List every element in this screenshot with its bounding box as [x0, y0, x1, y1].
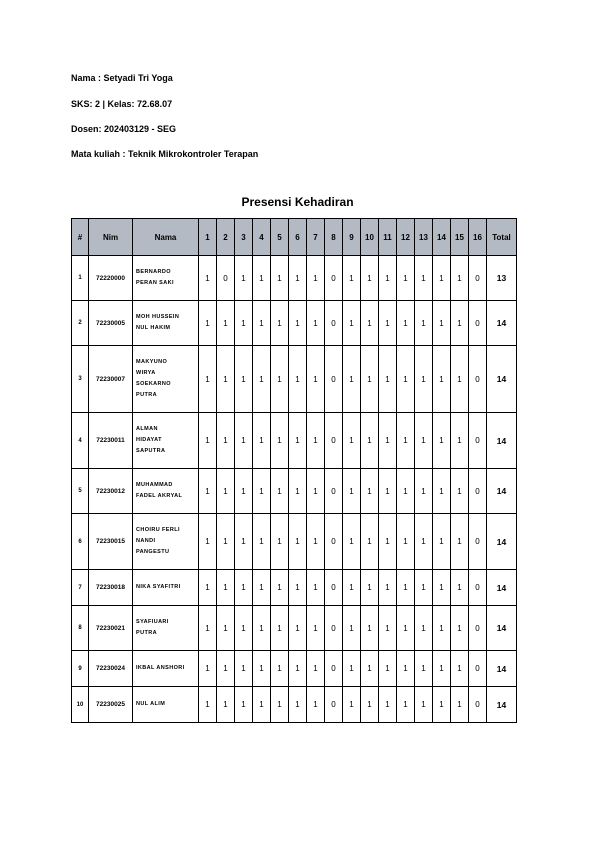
attendance-cell: 1 [433, 346, 451, 413]
column-header: 3 [235, 219, 253, 256]
student-name-cell [133, 256, 199, 301]
student-nim: 72220000 [89, 256, 133, 301]
row-number: 8 [72, 606, 89, 651]
column-header: 7 [307, 219, 325, 256]
attendance-cell: 1 [397, 346, 415, 413]
column-header: 13 [415, 219, 433, 256]
attendance-cell: 1 [217, 606, 235, 651]
student-name-line: NANDI [136, 538, 156, 544]
student-name-line: SYAFIUARI [136, 619, 169, 625]
attendance-cell: 1 [361, 606, 379, 651]
row-number: 2 [72, 301, 89, 346]
attendance-cell: 1 [271, 346, 289, 413]
attendance-cell: 1 [379, 687, 397, 723]
student-name-cell [133, 413, 199, 469]
row-number: 3 [72, 346, 89, 413]
attendance-cell: 1 [397, 570, 415, 606]
attendance-cell: 0 [469, 514, 487, 570]
student-name-line: ALMAN [136, 426, 158, 432]
attendance-cell: 1 [451, 413, 469, 469]
attendance-cell: 1 [397, 413, 415, 469]
student-name-line: SOEKARNO [136, 381, 171, 387]
column-header: 14 [433, 219, 451, 256]
attendance-cell: 1 [271, 687, 289, 723]
attendance-cell: 1 [271, 413, 289, 469]
attendance-total: 14 [487, 514, 517, 570]
attendance-cell: 1 [271, 256, 289, 301]
attendance-cell: 1 [343, 514, 361, 570]
attendance-cell: 1 [415, 469, 433, 514]
column-header: 1 [199, 219, 217, 256]
attendance-cell: 1 [451, 256, 469, 301]
attendance-cell: 1 [199, 469, 217, 514]
table-header-row [72, 219, 517, 256]
attendance-cell: 1 [289, 413, 307, 469]
student-name-line: PANGESTU [136, 549, 170, 555]
attendance-cell: 1 [451, 469, 469, 514]
table-row [72, 606, 517, 651]
column-header: 15 [451, 219, 469, 256]
attendance-cell: 0 [469, 301, 487, 346]
attendance-cell: 1 [451, 606, 469, 651]
attendance-cell: 0 [325, 256, 343, 301]
student-name: Nama : Setyadi Tri Yoga [71, 73, 173, 83]
attendance-cell: 1 [361, 469, 379, 514]
attendance-cell: 1 [343, 651, 361, 687]
attendance-cell: 1 [199, 570, 217, 606]
attendance-cell: 1 [235, 256, 253, 301]
attendance-cell: 1 [397, 514, 415, 570]
attendance-cell: 1 [307, 256, 325, 301]
row-number: 9 [72, 651, 89, 687]
student-name-line: HIDAYAT [136, 437, 162, 443]
attendance-cell: 0 [325, 301, 343, 346]
attendance-cell: 1 [451, 651, 469, 687]
attendance-cell: 1 [307, 687, 325, 723]
page-title: Presensi Kehadiran [241, 195, 354, 209]
attendance-cell: 1 [361, 256, 379, 301]
attendance-cell: 1 [289, 570, 307, 606]
row-number: 4 [72, 413, 89, 469]
attendance-cell: 1 [253, 346, 271, 413]
attendance-cell: 1 [271, 469, 289, 514]
attendance-cell: 1 [397, 301, 415, 346]
student-name-line: BERNARDO [136, 269, 171, 275]
column-header: # [72, 219, 89, 256]
student-name-cell [133, 570, 199, 606]
attendance-cell: 1 [379, 301, 397, 346]
student-name-cell [133, 301, 199, 346]
attendance-cell: 1 [199, 514, 217, 570]
column-header: 9 [343, 219, 361, 256]
attendance-cell: 1 [271, 570, 289, 606]
student-name-line: NUL HAKIM [136, 325, 171, 331]
attendance-cell: 1 [379, 346, 397, 413]
row-number: 6 [72, 514, 89, 570]
attendance-cell: 0 [325, 469, 343, 514]
student-nim: 72230005 [89, 301, 133, 346]
attendance-cell: 1 [415, 346, 433, 413]
student-name-line: NIKA SYAFITRI [136, 584, 181, 590]
column-header: Nim [89, 219, 133, 256]
attendance-cell: 1 [343, 570, 361, 606]
column-header: 8 [325, 219, 343, 256]
attendance-cell: 1 [343, 413, 361, 469]
attendance-cell: 0 [469, 469, 487, 514]
attendance-cell: 1 [433, 687, 451, 723]
attendance-cell: 1 [289, 651, 307, 687]
attendance-cell: 0 [469, 256, 487, 301]
table-row [72, 687, 517, 723]
attendance-cell: 1 [253, 469, 271, 514]
attendance-cell: 1 [307, 651, 325, 687]
attendance-cell: 1 [379, 469, 397, 514]
attendance-cell: 1 [379, 256, 397, 301]
column-header: 6 [289, 219, 307, 256]
student-nim: 72230011 [89, 413, 133, 469]
attendance-cell: 1 [289, 687, 307, 723]
attendance-cell: 1 [397, 651, 415, 687]
attendance-cell: 1 [451, 570, 469, 606]
attendance-total: 14 [487, 651, 517, 687]
attendance-cell: 0 [469, 413, 487, 469]
table-row [72, 256, 517, 301]
attendance-cell: 1 [199, 256, 217, 301]
table-row [72, 346, 517, 413]
attendance-cell: 1 [361, 570, 379, 606]
attendance-cell: 1 [235, 413, 253, 469]
attendance-cell: 1 [397, 687, 415, 723]
attendance-cell: 0 [469, 570, 487, 606]
attendance-cell: 0 [325, 570, 343, 606]
table-row [72, 651, 517, 687]
attendance-cell: 1 [433, 606, 451, 651]
attendance-cell: 1 [253, 514, 271, 570]
attendance-cell: 1 [235, 687, 253, 723]
attendance-cell: 1 [235, 346, 253, 413]
table-row [72, 301, 517, 346]
attendance-cell: 1 [217, 469, 235, 514]
student-name-line: PUTRA [136, 630, 157, 636]
attendance-cell: 1 [433, 469, 451, 514]
attendance-cell: 1 [271, 651, 289, 687]
attendance-cell: 1 [235, 301, 253, 346]
table-row [72, 469, 517, 514]
attendance-cell: 1 [253, 256, 271, 301]
attendance-cell: 1 [271, 514, 289, 570]
attendance-cell: 1 [217, 687, 235, 723]
attendance-cell: 1 [217, 651, 235, 687]
student-name-line: PUTRA [136, 392, 157, 398]
attendance-cell: 1 [415, 514, 433, 570]
attendance-cell: 0 [469, 687, 487, 723]
attendance-cell: 1 [433, 570, 451, 606]
attendance-cell: 1 [199, 413, 217, 469]
attendance-cell: 1 [379, 606, 397, 651]
row-number: 7 [72, 570, 89, 606]
attendance-cell: 1 [235, 651, 253, 687]
attendance-total: 13 [487, 256, 517, 301]
attendance-cell: 1 [253, 651, 271, 687]
column-header: 2 [217, 219, 235, 256]
lecturer-info: Dosen: 202403129 - SEG [71, 124, 177, 134]
attendance-cell: 1 [253, 687, 271, 723]
attendance-cell: 1 [343, 687, 361, 723]
student-name-line: IKBAL ANSHORI [136, 665, 185, 671]
attendance-cell: 1 [361, 346, 379, 413]
attendance-cell: 1 [235, 606, 253, 651]
attendance-cell: 1 [271, 301, 289, 346]
attendance-cell: 1 [415, 256, 433, 301]
student-name-cell [133, 469, 199, 514]
row-number: 10 [72, 687, 89, 723]
attendance-cell: 1 [307, 469, 325, 514]
attendance-cell: 1 [253, 413, 271, 469]
attendance-cell: 1 [199, 301, 217, 346]
student-name-line: CHOIRU FERLI [136, 527, 180, 533]
student-name-line: MOH HUSSEIN [136, 314, 180, 320]
attendance-cell: 0 [325, 413, 343, 469]
attendance-cell: 1 [361, 687, 379, 723]
column-header: Nama [133, 219, 199, 256]
student-name-cell [133, 651, 199, 687]
attendance-total: 14 [487, 687, 517, 723]
column-header: 11 [379, 219, 397, 256]
column-header: 4 [253, 219, 271, 256]
student-nim: 72230015 [89, 514, 133, 570]
attendance-cell: 1 [397, 606, 415, 651]
attendance-table [71, 218, 517, 723]
attendance-total: 14 [487, 570, 517, 606]
student-name-line: PERAN SAKI [136, 280, 174, 286]
attendance-cell: 1 [253, 301, 271, 346]
attendance-cell: 1 [343, 301, 361, 346]
attendance-cell: 0 [325, 514, 343, 570]
student-nim: 72230018 [89, 570, 133, 606]
student-nim: 72230024 [89, 651, 133, 687]
attendance-cell: 1 [253, 570, 271, 606]
row-number: 5 [72, 469, 89, 514]
attendance-cell: 1 [289, 514, 307, 570]
attendance-cell: 1 [307, 301, 325, 346]
attendance-cell: 1 [433, 256, 451, 301]
attendance-cell: 1 [415, 687, 433, 723]
attendance-cell: 1 [415, 413, 433, 469]
student-name-cell [133, 346, 199, 413]
attendance-cell: 1 [415, 606, 433, 651]
attendance-cell: 1 [451, 514, 469, 570]
attendance-cell: 1 [343, 469, 361, 514]
attendance-cell: 0 [469, 651, 487, 687]
attendance-cell: 0 [469, 346, 487, 413]
attendance-cell: 1 [199, 606, 217, 651]
student-name-line: MUHAMMAD [136, 482, 173, 488]
course-name: Mata kuliah : Teknik Mikrokontroler Terapan [71, 149, 259, 159]
column-header: 10 [361, 219, 379, 256]
attendance-cell: 1 [415, 570, 433, 606]
attendance-cell: 1 [415, 301, 433, 346]
attendance-cell: 0 [325, 346, 343, 413]
column-header: 16 [469, 219, 487, 256]
attendance-cell: 1 [307, 413, 325, 469]
attendance-total: 14 [487, 606, 517, 651]
attendance-cell: 1 [235, 514, 253, 570]
attendance-cell: 1 [397, 469, 415, 514]
attendance-cell: 1 [199, 346, 217, 413]
table-row [72, 570, 517, 606]
attendance-cell: 0 [217, 256, 235, 301]
table-row [72, 514, 517, 570]
attendance-cell: 1 [217, 301, 235, 346]
attendance-cell: 1 [433, 514, 451, 570]
attendance-total: 14 [487, 301, 517, 346]
sks-class-info: SKS: 2 | Kelas: 72.68.07 [71, 99, 173, 109]
attendance-cell: 0 [325, 687, 343, 723]
attendance-cell: 1 [217, 514, 235, 570]
student-nim: 72230012 [89, 469, 133, 514]
student-name-line: NUL ALIM [136, 701, 166, 707]
column-header: Total [487, 219, 517, 256]
attendance-cell: 1 [451, 687, 469, 723]
attendance-cell: 1 [361, 413, 379, 469]
attendance-cell: 1 [379, 413, 397, 469]
attendance-cell: 1 [397, 256, 415, 301]
attendance-cell: 1 [307, 570, 325, 606]
attendance-cell: 1 [379, 570, 397, 606]
student-name-line: WIRYA [136, 370, 156, 376]
attendance-cell: 1 [199, 651, 217, 687]
attendance-cell: 1 [235, 469, 253, 514]
attendance-cell: 1 [253, 606, 271, 651]
student-name-cell [133, 514, 199, 570]
attendance-cell: 1 [289, 346, 307, 413]
student-name-cell [133, 606, 199, 651]
attendance-cell: 1 [415, 651, 433, 687]
attendance-cell: 1 [217, 413, 235, 469]
attendance-cell: 0 [325, 651, 343, 687]
column-header: 12 [397, 219, 415, 256]
attendance-cell: 1 [289, 469, 307, 514]
attendance-cell: 1 [451, 301, 469, 346]
attendance-cell: 1 [289, 606, 307, 651]
attendance-cell: 0 [469, 606, 487, 651]
row-number: 1 [72, 256, 89, 301]
student-nim: 72230025 [89, 687, 133, 723]
student-name-cell [133, 687, 199, 723]
attendance-cell: 1 [433, 413, 451, 469]
attendance-cell: 1 [307, 514, 325, 570]
student-name-line: SAPUTRA [136, 448, 166, 454]
attendance-cell: 1 [361, 514, 379, 570]
attendance-cell: 1 [271, 606, 289, 651]
student-nim: 72230021 [89, 606, 133, 651]
attendance-cell: 1 [235, 570, 253, 606]
attendance-cell: 1 [289, 256, 307, 301]
attendance-cell: 1 [361, 301, 379, 346]
attendance-cell: 0 [325, 606, 343, 651]
student-nim: 72230007 [89, 346, 133, 413]
attendance-total: 14 [487, 413, 517, 469]
table-row [72, 413, 517, 469]
attendance-cell: 1 [451, 346, 469, 413]
attendance-cell: 1 [361, 651, 379, 687]
attendance-total: 14 [487, 469, 517, 514]
attendance-cell: 1 [343, 256, 361, 301]
attendance-cell: 1 [199, 687, 217, 723]
attendance-cell: 1 [217, 570, 235, 606]
attendance-cell: 1 [307, 346, 325, 413]
attendance-cell: 1 [343, 606, 361, 651]
attendance-cell: 1 [379, 651, 397, 687]
attendance-cell: 1 [433, 651, 451, 687]
column-header: 5 [271, 219, 289, 256]
student-name-line: FADEL AKRYAL [136, 493, 183, 499]
attendance-cell: 1 [379, 514, 397, 570]
student-name-line: MAKYUNO [136, 359, 168, 365]
attendance-cell: 1 [433, 301, 451, 346]
attendance-cell: 1 [343, 346, 361, 413]
attendance-cell: 1 [307, 606, 325, 651]
attendance-cell: 1 [217, 346, 235, 413]
attendance-total: 14 [487, 346, 517, 413]
attendance-cell: 1 [289, 301, 307, 346]
